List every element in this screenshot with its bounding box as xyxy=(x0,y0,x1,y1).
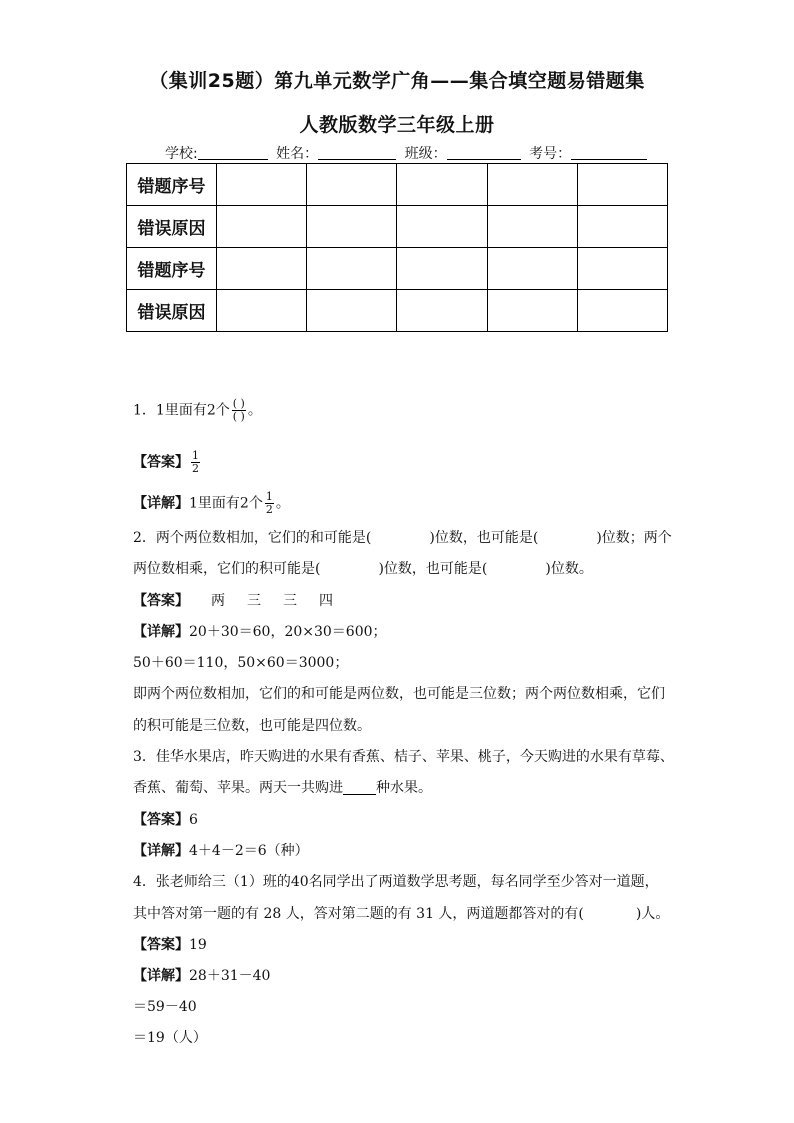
document-subtitle: 人教版数学三年级上册 xyxy=(299,114,495,136)
table-row xyxy=(127,248,668,290)
name-blank[interactable] xyxy=(318,145,396,160)
detail-label: 【详解】 xyxy=(133,843,189,859)
table-cell[interactable] xyxy=(487,290,577,332)
q2-stem-line1: 2．两个两位数相加，它们的和可能是( )位数，也可能是( )位数；两个 xyxy=(133,530,672,546)
table-cell[interactable] xyxy=(217,164,307,206)
table-cell[interactable] xyxy=(217,290,307,332)
table-cell[interactable] xyxy=(577,164,667,206)
q1-blank-fraction[interactable]: $\frac{( )}{( )}$ xyxy=(232,397,245,423)
q1-detail-fraction: $\frac{1}{2}$ xyxy=(265,490,273,516)
table-cell[interactable] xyxy=(487,206,577,248)
q1-answer-fraction: $\frac{1}{2}$ xyxy=(192,449,199,475)
table-cell[interactable] xyxy=(217,206,307,248)
q2-detail-2: 50＋60＝110，50×60＝3000； xyxy=(133,655,349,671)
q4-detail-2: ＝59－40 xyxy=(133,999,197,1015)
student-info-line xyxy=(165,143,651,163)
q2-detail-1: 【详解】20＋30＝60，20×30＝600； xyxy=(133,624,387,640)
table-cell[interactable] xyxy=(487,248,577,290)
q1-stem: 1．1里面有2个 $\frac{( )}{( )}$ 。 xyxy=(133,397,262,423)
table-cell[interactable] xyxy=(577,290,667,332)
answer-label: 【答案】 xyxy=(133,454,189,471)
table-cell[interactable] xyxy=(487,164,577,206)
q3-stem-line1: 3．佳华水果店，昨天购进的水果有香蕉、桔子、苹果、桃子，今天购进的水果有草莓、 xyxy=(133,749,674,765)
row-label: 错题序号 xyxy=(127,248,217,290)
table-cell[interactable] xyxy=(397,290,487,332)
detail-label: 【详解】 xyxy=(133,624,189,640)
q4-stem-line1: 4．张老师给三（1）班的40名同学出了两道数学思考题，每名同学至少答对一道题， xyxy=(133,874,659,890)
school-label: 学校: xyxy=(165,146,198,162)
class-blank[interactable] xyxy=(447,145,521,160)
answer-label: 【答案】 xyxy=(133,937,189,953)
table-cell[interactable] xyxy=(397,248,487,290)
row-label: 错误原因 xyxy=(127,290,217,332)
table-cell[interactable] xyxy=(217,248,307,290)
table-row xyxy=(127,206,668,248)
q3-detail: 【详解】4＋4－2＝6（种） xyxy=(133,843,309,859)
class-label: 班级： xyxy=(404,146,447,162)
q4-detail-1: 【详解】28＋31－40 xyxy=(133,968,271,984)
exam-no-blank[interactable] xyxy=(571,145,647,160)
table-cell[interactable] xyxy=(577,248,667,290)
q2-stem-line2: 两位数相乘，它们的积可能是( )位数，也可能是( )位数。 xyxy=(133,561,593,577)
q2-answer: 【答案】 两 三 三 四 xyxy=(133,593,333,609)
school-blank[interactable] xyxy=(198,145,268,160)
q3-answer: 【答案】6 xyxy=(133,812,198,828)
answer-label: 【答案】 xyxy=(133,593,189,609)
table-cell[interactable] xyxy=(397,206,487,248)
detail-label: 【详解】 xyxy=(133,495,189,512)
table-cell[interactable] xyxy=(307,206,397,248)
q4-stem-line2: 其中答对第一题的有 28 人，答对第二题的有 31 人，两道题都答对的有( )人。 xyxy=(133,906,670,922)
q2-detail-3: 即两个两位数相加，它们的和可能是两位数，也可能是三位数；两个两位数相乘，它们 xyxy=(133,686,665,702)
detail-label: 【详解】 xyxy=(133,968,189,984)
table-row xyxy=(127,290,668,332)
table-row xyxy=(127,164,668,206)
q1-detail: 【详解】1里面有2个 $\frac{1}{2}$ 。 xyxy=(133,490,290,516)
q3-blank[interactable] xyxy=(343,780,376,795)
row-label: 错误原因 xyxy=(127,206,217,248)
q4-detail-3: ＝19（人） xyxy=(133,1030,207,1046)
table-cell[interactable] xyxy=(307,164,397,206)
q3-stem-line2: 香蕉、葡萄、苹果。两天一共购进 种水果。 xyxy=(133,780,432,796)
answer-label: 【答案】 xyxy=(133,812,189,828)
document-title: （集训25题）第九单元数学广角——集合填空题易错题集 xyxy=(149,70,645,92)
q4-answer: 【答案】19 xyxy=(133,937,207,953)
row-label: 错题序号 xyxy=(127,164,217,206)
table-cell[interactable] xyxy=(397,164,487,206)
name-label: 姓名： xyxy=(276,146,319,162)
table-cell[interactable] xyxy=(577,206,667,248)
error-record-table xyxy=(126,163,668,332)
table-cell[interactable] xyxy=(307,248,397,290)
exam-no-label: 考号： xyxy=(529,146,572,162)
q2-detail-4: 的积可能是三位数，也可能是四位数。 xyxy=(133,718,371,734)
table-cell[interactable] xyxy=(307,290,397,332)
q1-answer xyxy=(133,450,202,475)
